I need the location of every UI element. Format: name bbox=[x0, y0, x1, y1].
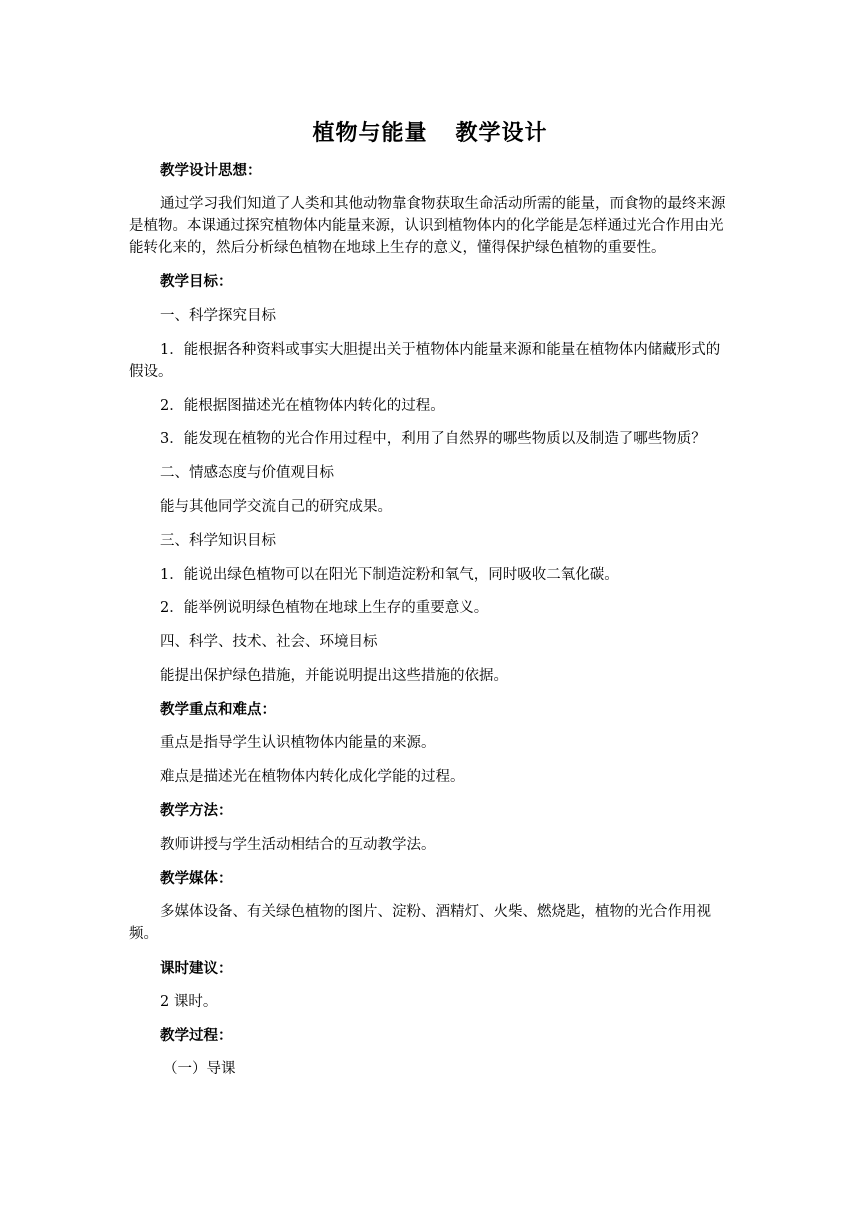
objective-3-item-2: 2．能举例说明绿色植物在地球上生存的重要意义。 bbox=[160, 600, 489, 616]
hours-text: 2 课时。 bbox=[160, 994, 218, 1010]
document-title bbox=[0, 116, 860, 147]
method-text: 教师讲授与学生活动相结合的互动教学法。 bbox=[160, 837, 436, 853]
objective-3-item-1: 1．能说出绿色植物可以在阳光下制造淀粉和氧气，同时吸收二氧化碳。 bbox=[160, 567, 619, 583]
process-item-1: （一）导课 bbox=[163, 1061, 236, 1077]
objective-2-text: 能与其他同学交流自己的研究成果。 bbox=[160, 499, 392, 515]
key-point-text: 重点是指导学生认识植物体内能量的来源。 bbox=[160, 735, 436, 751]
objective-4-heading: 四、科学、技术、社会、环境目标 bbox=[160, 634, 378, 650]
objective-3-heading: 三、科学知识目标 bbox=[160, 533, 276, 549]
method-heading: 教学方法： bbox=[160, 802, 233, 819]
media-text: 多媒体设备、有关绿色植物的图片、淀粉、酒精灯、火柴、燃烧匙，植物的光合作用视频。 bbox=[129, 904, 711, 942]
process-heading: 教学过程： bbox=[160, 1027, 233, 1044]
design-thought-heading: 教学设计思想： bbox=[160, 162, 262, 179]
title-sub: 教学设计 bbox=[455, 120, 548, 146]
hours-heading: 课时建议： bbox=[160, 960, 233, 977]
objective-1-heading: 一、科学探究目标 bbox=[160, 308, 276, 324]
difficulty-text: 难点是描述光在植物体内转化成化学能的过程。 bbox=[160, 769, 465, 785]
objective-2-heading: 二、情感态度与价值观目标 bbox=[160, 465, 334, 481]
objective-1-item-3: 3．能发现在植物的光合作用过程中，利用了自然界的哪些物质以及制造了哪些物质？ bbox=[160, 431, 706, 447]
title-main: 植物与能量 bbox=[312, 120, 428, 146]
design-thought-paragraph: 通过学习我们知道了人类和其他动物靠食物获取生命活动所需的能量，而食物的最终来源是植物。本课通过探究植物体内能量来源，认识到植物体内的化学能是怎样通过光合作用由光能转化来的，然后分析绿色植物在地球上生存的意义，懂得保护绿色植物的重要性。 bbox=[129, 196, 726, 256]
key-points-heading: 教学重点和难点： bbox=[160, 701, 276, 718]
objectives-heading: 教学目标： bbox=[160, 273, 233, 290]
media-heading: 教学媒体： bbox=[160, 870, 233, 887]
objective-4-text: 能提出保护绿色措施，并能说明提出这些措施的依据。 bbox=[160, 668, 508, 684]
objective-1-item-1: 1．能根据各种资料或事实大胆提出关于植物体内能量来源和能量在植物体内储藏形式的假设。 bbox=[129, 342, 721, 380]
objective-1-item-2: 2．能根据图描述光在植物体内转化的过程。 bbox=[160, 398, 445, 414]
